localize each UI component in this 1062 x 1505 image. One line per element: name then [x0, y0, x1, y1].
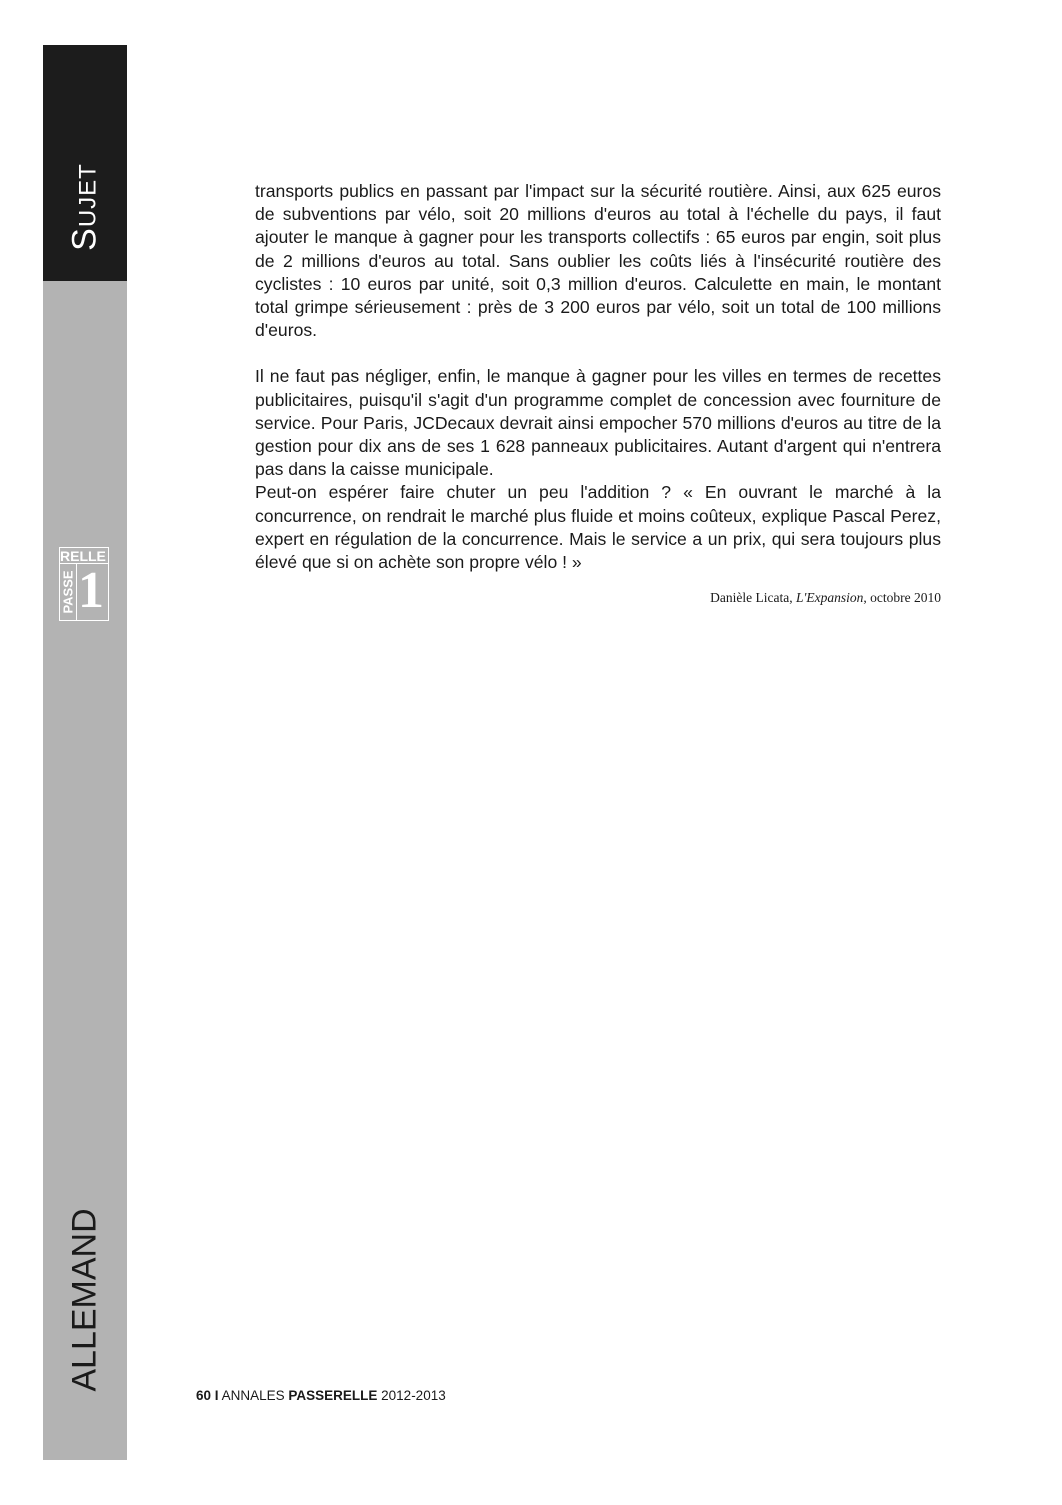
footer-years: 2012-2013 [381, 1388, 446, 1403]
footer-annales: ANNALES [221, 1388, 285, 1403]
subject-label: ALLEMAND [65, 1208, 104, 1392]
paragraph-1: transports publics en passant par l'impact sur la sécurité routière. Ainsi, aux 625 euros de subventions par vélo, soit 20 millions d'euros au total à l'échelle du pays, il faut ajouter le manque à gagner pour les transports collectifs : 65 euros par engin, soit plus de 2 millions d'euros au total. Sans oublier les coûts liés à l'insécurité routière des cyclistes : 10 euros par unité, soit 0,3 million d'euros. Calculette en main, le montant total grimpe sérieusement : près de 3 200 euros par vélo, soit un total de 100 millions d'euros. [255, 181, 941, 341]
page-footer [196, 1388, 446, 1403]
sidebar [43, 45, 127, 1460]
logo-number: 1 [78, 562, 104, 619]
paragraph-2: Il ne faut pas négliger, enfin, le manque à gagner pour les villes en termes de recettes publicitaires, puisqu'il s'agit d'un programme complet de concession avec fourniture de service. Pour Paris, JCDecaux devrait ainsi empocher 570 millions d'euros au titre de la gestion pour dix ans de ses 1 628 panneaux publicitaires. Autant d'argent qui n'entrera pas dans la caisse municipale. [255, 366, 941, 480]
passerelle-logo [59, 547, 109, 621]
citation-date: , octobre 2010 [863, 590, 941, 605]
logo-side-text: PASSE [60, 570, 76, 614]
logo-side-box [60, 564, 77, 620]
page-number: 60 [196, 1388, 212, 1403]
logo-top-text: RELLE [60, 548, 108, 564]
citation-source: L'Expansion [796, 590, 864, 605]
citation-author: Danièle Licata, [710, 590, 796, 605]
section-label: Sujet [65, 163, 104, 251]
paragraph-3: Peut-on espérer faire chuter un peu l'addition ? « En ouvrant le marché à la concurrence, on rendrait le marché plus fluide et moins coûteux, explique Pascal Perez, expert en régulation de la concurrence. Mais le service a un prix, qui sera toujours plus élevé que si on achète son propre vélo ! » [255, 482, 941, 573]
citation [600, 590, 941, 606]
footer-separator: I [214, 1388, 219, 1403]
article-body [255, 180, 941, 574]
sidebar-header-block [43, 45, 127, 281]
footer-brand: PASSERELLE [288, 1388, 378, 1403]
